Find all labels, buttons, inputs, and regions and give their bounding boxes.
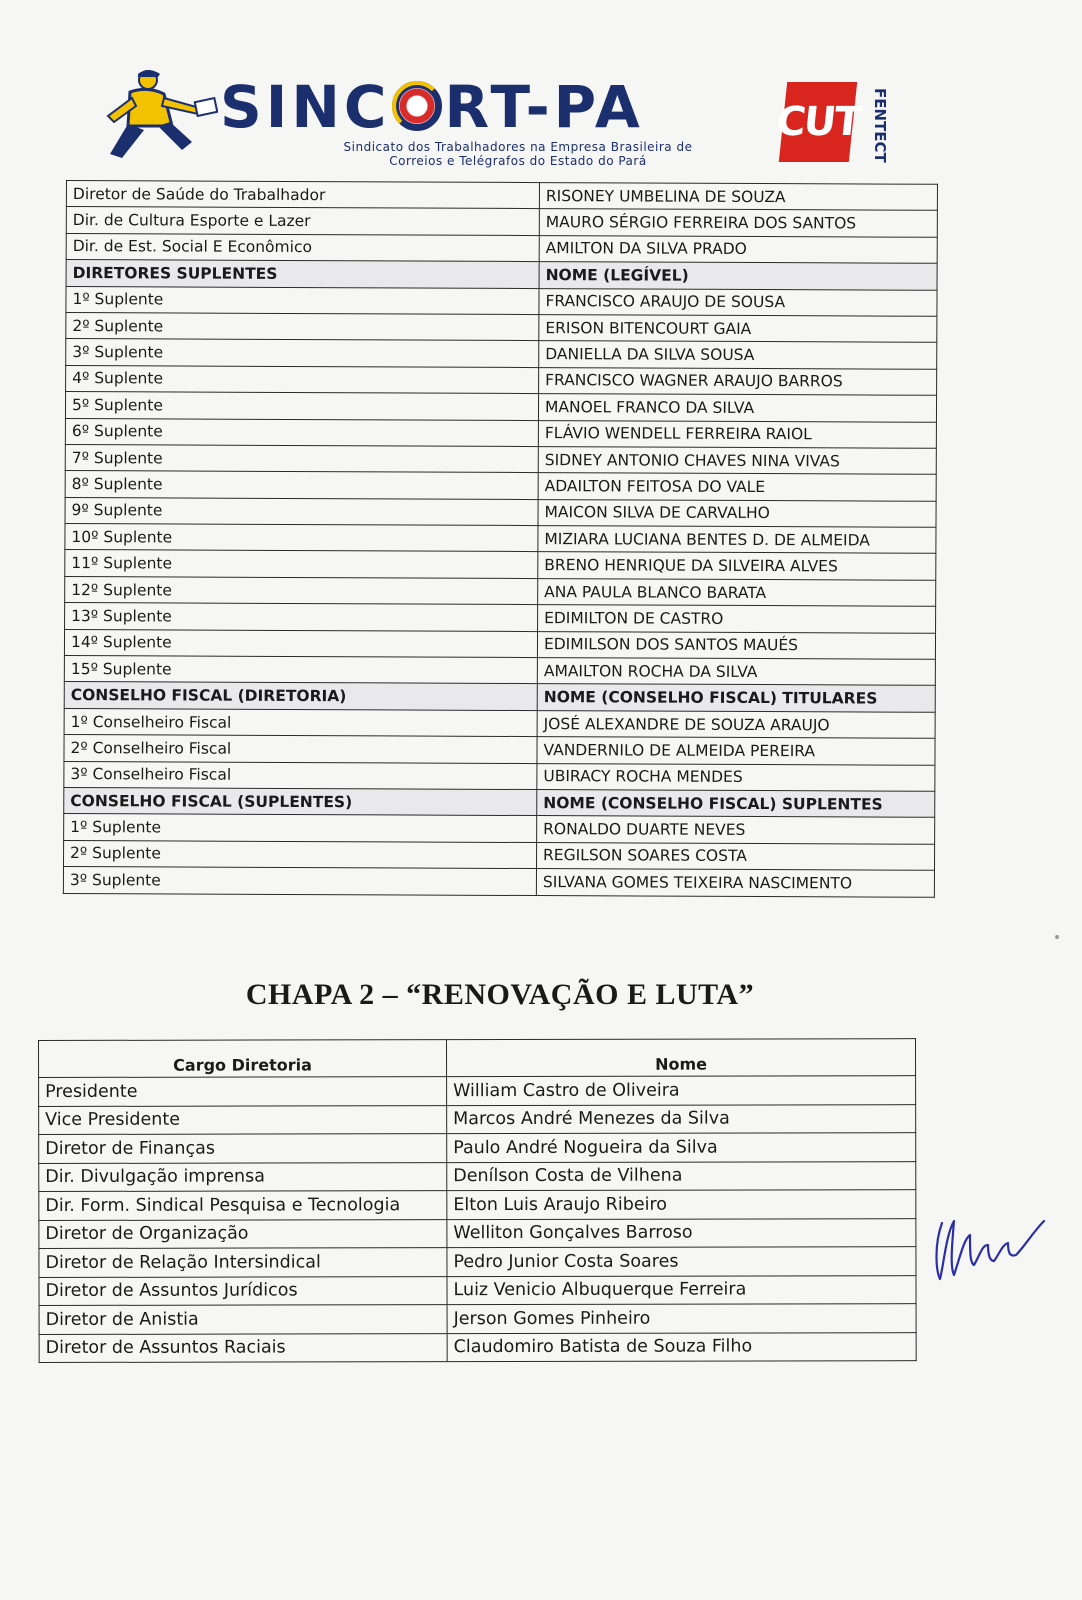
nome-cell: FRANCISCO WAGNER ARAUJO BARROS [539, 367, 937, 395]
table-row [64, 814, 935, 844]
table-section-header-row [64, 682, 935, 712]
nome-cell: NOME (LEGÍVEL) [539, 262, 937, 290]
nome-cell: MAURO SÉRGIO FERREIRA DOS SANTOS [539, 209, 937, 237]
cargo-cell: Diretor de Assuntos Raciais [39, 1333, 447, 1362]
chapa2-table-body [39, 1076, 917, 1363]
nome-cell: EDIMILTON DE CASTRO [538, 605, 936, 633]
cargo-cell: Diretor de Finanças [39, 1134, 447, 1163]
cargo-cell: Diretor de Saúde do Trabalhador [66, 181, 539, 209]
table-row [63, 867, 934, 897]
fentect-logo: FENTECT [871, 88, 889, 163]
nome-cell: ADAILTON FEITOSA DO VALE [538, 473, 936, 501]
chapa1-board-table [63, 180, 938, 897]
table-row [65, 392, 936, 422]
cargo-cell: 6º Suplente [65, 418, 538, 446]
table-row [39, 1275, 916, 1305]
cargo-cell: Diretor de Organização [39, 1219, 447, 1248]
cargo-cell: 1º Suplente [64, 814, 537, 842]
table-row [66, 207, 937, 237]
cargo-cell: 1º Conselheiro Fiscal [64, 708, 537, 736]
cargo-cell: Dir. de Est. Social E Econômico [66, 233, 539, 261]
scan-speck [1055, 935, 1059, 939]
cargo-cell: 2º Suplente [64, 840, 537, 868]
cargo-cell: 14º Suplente [64, 629, 537, 657]
postal-worker-mascot-icon [88, 64, 218, 164]
nome-cell: RONALDO DUARTE NEVES [537, 816, 935, 844]
cargo-cell: 3º Suplente [63, 867, 536, 895]
column-header-cargo: Cargo Diretoria [39, 1040, 447, 1078]
table-row [64, 735, 935, 765]
chapa2-title: CHAPA 2 – “RENOVAÇÃO E LUTA” [245, 978, 755, 1011]
nome-cell: REGILSON SOARES COSTA [536, 842, 934, 870]
nome-cell: Jerson Gomes Pinheiro [447, 1304, 916, 1333]
nome-cell: JOSÉ ALEXANDRE DE SOUZA ARAUJO [537, 710, 935, 738]
table-row [39, 1218, 916, 1248]
table-row [65, 497, 936, 527]
subtitle-line-2: Correios e Telégrafos do Estado do Pará [389, 154, 647, 168]
table-row [39, 1076, 916, 1106]
chapa2-board-table [38, 1038, 917, 1363]
nome-cell: Luiz Venicio Albuquerque Ferreira [447, 1275, 916, 1304]
cargo-cell: Diretor de Anistia [39, 1305, 447, 1334]
cargo-cell: Dir. Divulgação imprensa [39, 1162, 447, 1191]
nome-cell: Paulo André Nogueira da Silva [447, 1133, 916, 1162]
cargo-cell: CONSELHO FISCAL (DIRETORIA) [64, 682, 537, 710]
table-row [64, 708, 935, 738]
table-row [66, 233, 937, 263]
nome-cell: MAICON SILVA DE CARVALHO [538, 499, 936, 527]
letterhead [88, 62, 918, 172]
table-row [65, 603, 936, 633]
chapa2-table-head [39, 1039, 916, 1078]
union-name-logo: SINC RT-PA [220, 73, 644, 141]
table-row [64, 656, 935, 686]
cargo-cell: Dir. de Cultura Esporte e Lazer [66, 207, 539, 235]
cargo-cell: 2º Suplente [66, 312, 539, 340]
cargo-cell: 2º Conselheiro Fiscal [64, 735, 537, 763]
table-row [64, 840, 935, 870]
cargo-cell: 15º Suplente [64, 656, 537, 684]
union-full-name [258, 140, 778, 168]
table-row [64, 629, 935, 659]
table-section-header-row [64, 787, 935, 817]
cargo-cell: Diretor de Relação Intersindical [39, 1248, 447, 1277]
cargo-cell: Vice Presidente [39, 1105, 447, 1134]
nome-cell: William Castro de Oliveira [447, 1076, 916, 1105]
table-row [66, 312, 937, 342]
table-row [65, 550, 936, 580]
table-row [39, 1104, 916, 1134]
table-row [66, 181, 937, 211]
table-row [65, 524, 936, 554]
cargo-cell: 9º Suplente [65, 497, 538, 525]
cargo-cell: CONSELHO FISCAL (SUPLENTES) [64, 787, 537, 815]
table-row [39, 1304, 916, 1334]
cargo-cell: 11º Suplente [65, 550, 538, 578]
table-row [65, 576, 936, 606]
table-row [39, 1161, 916, 1191]
table-row [65, 444, 936, 474]
cargo-cell: DIRETORES SUPLENTES [66, 260, 539, 288]
column-header-nome: Nome [447, 1039, 916, 1077]
nome-cell: Pedro Junior Costa Soares [447, 1247, 916, 1276]
table-row [39, 1190, 916, 1220]
table-row [39, 1247, 916, 1277]
cargo-cell: Diretor de Assuntos Jurídicos [39, 1276, 447, 1305]
table-row [66, 339, 937, 369]
subtitle-line-1: Sindicato dos Trabalhadores na Empresa Brasileira de [343, 140, 693, 154]
handwritten-signature [930, 1205, 1050, 1295]
cargo-cell: 13º Suplente [65, 603, 538, 631]
cargo-cell: Presidente [39, 1077, 447, 1106]
nome-cell: FLÁVIO WENDELL FERREIRA RAIOL [538, 420, 936, 448]
nome-cell: ERISON BITENCOURT GAIA [539, 315, 937, 343]
nome-cell: ANA PAULA BLANCO BARATA [538, 578, 936, 606]
table-row [64, 761, 935, 791]
chapa1-table-body [63, 181, 937, 897]
nome-cell: SIDNEY ANTONIO CHAVES NINA VIVAS [538, 446, 936, 474]
table-row [65, 418, 936, 448]
nome-cell: AMAILTON ROCHA DA SILVA [537, 658, 935, 686]
table-header-row [39, 1039, 916, 1078]
nome-cell: UBIRACY ROCHA MENDES [537, 763, 935, 791]
nome-cell: AMILTON DA SILVA PRADO [539, 235, 937, 263]
nome-cell: FRANCISCO ARAUJO DE SOUSA [539, 288, 937, 316]
cargo-cell: 1º Suplente [66, 286, 539, 314]
nome-cell: Marcos André Menezes da Silva [447, 1104, 916, 1133]
cargo-cell: 5º Suplente [65, 392, 538, 420]
nome-cell: Welliton Gonçalves Barroso [447, 1218, 916, 1247]
cargo-cell: Dir. Form. Sindical Pesquisa e Tecnologia [39, 1191, 447, 1220]
table-row [66, 286, 937, 316]
cargo-cell: 12º Suplente [65, 576, 538, 604]
logo-ring-o-icon [392, 81, 442, 131]
cargo-cell: 4º Suplente [66, 365, 539, 393]
nome-cell: NOME (CONSELHO FISCAL) SUPLENTES [537, 790, 935, 818]
cut-logo: CUT [779, 82, 857, 162]
table-row [39, 1133, 916, 1163]
nome-cell: MIZIARA LUCIANA BENTES D. DE ALMEIDA [538, 526, 936, 554]
nome-cell: VANDERNILO DE ALMEIDA PEREIRA [537, 737, 935, 765]
nome-cell: Denílson Costa de Vilhena [447, 1161, 916, 1190]
nome-cell: EDIMILSON DOS SANTOS MAUÉS [537, 631, 935, 659]
nome-cell: SILVANA GOMES TEIXEIRA NASCIMENTO [536, 869, 934, 897]
nome-cell: BRENO HENRIQUE DA SILVEIRA ALVES [538, 552, 936, 580]
table-row [66, 365, 937, 395]
table-row [65, 471, 936, 501]
cargo-cell: 3º Suplente [66, 339, 539, 367]
nome-cell: Elton Luis Araujo Ribeiro [447, 1190, 916, 1219]
cargo-cell: 3º Conselheiro Fiscal [64, 761, 537, 789]
cargo-cell: 8º Suplente [65, 471, 538, 499]
cargo-cell: 7º Suplente [65, 444, 538, 472]
nome-cell: RISONEY UMBELINA DE SOUZA [539, 183, 937, 211]
nome-cell: MANOEL FRANCO DA SILVA [538, 394, 936, 422]
nome-cell: DANIELLA DA SILVA SOUSA [539, 341, 937, 369]
table-row [39, 1332, 916, 1362]
table-section-header-row [66, 260, 937, 290]
nome-cell: Claudomiro Batista de Souza Filho [447, 1332, 916, 1361]
cargo-cell: 10º Suplente [65, 524, 538, 552]
nome-cell: NOME (CONSELHO FISCAL) TITULARES [537, 684, 935, 712]
